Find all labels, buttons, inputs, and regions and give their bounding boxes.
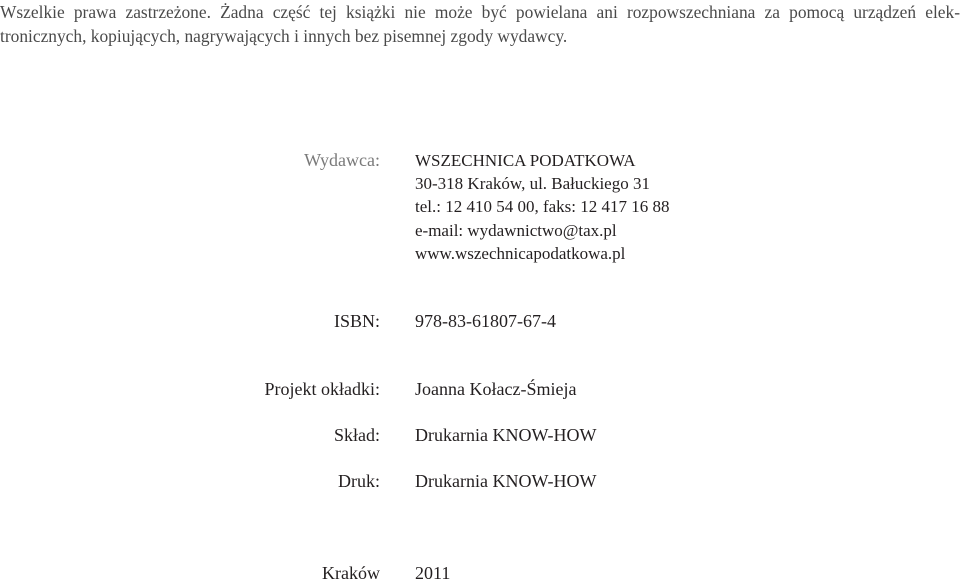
isbn-value: 978-83-61807-67-4: [415, 311, 556, 331]
copyright-line-1: Wszelkie prawa zastrzeżone. Żadna część tej książki nie może być powielana ani rozpowszechniana za pomocą urządzeń elek-: [0, 2, 960, 22]
imprint-place: Kraków: [322, 563, 380, 583]
publisher-email: e-mail: wydawnictwo@tax.pl: [415, 220, 617, 240]
imprint-year: 2011: [415, 563, 451, 583]
publisher-website: www.wszechnicapodatkowa.pl: [415, 243, 626, 263]
publisher-details: [415, 149, 670, 265]
printing-value: Drukarnia KNOW-HOW: [415, 471, 597, 491]
publisher-name: WSZECHNICA PODATKOWA: [415, 151, 636, 170]
copyright-notice: [0, 0, 960, 48]
cover-design-label: Projekt okładki:: [264, 379, 380, 399]
publisher-phone: tel.: 12 410 54 00, faks: 12 417 16 88: [415, 197, 670, 217]
publisher-label: Wydawca:: [304, 150, 380, 170]
isbn-label: ISBN:: [333, 311, 380, 331]
typesetting-label: Skład:: [333, 425, 380, 445]
typesetting-value: Drukarnia KNOW-HOW: [415, 425, 597, 445]
copyright-line-2: tronicznych, kopiujących, nagrywających i innych bez pisemnej zgody wydawcy.: [0, 26, 568, 46]
printing-label: Druk:: [338, 471, 380, 491]
publisher-address: 30-318 Kraków, ul. Bałuckiego 31: [415, 174, 650, 194]
cover-design-value: Joanna Kołacz-Śmieja: [415, 379, 577, 399]
